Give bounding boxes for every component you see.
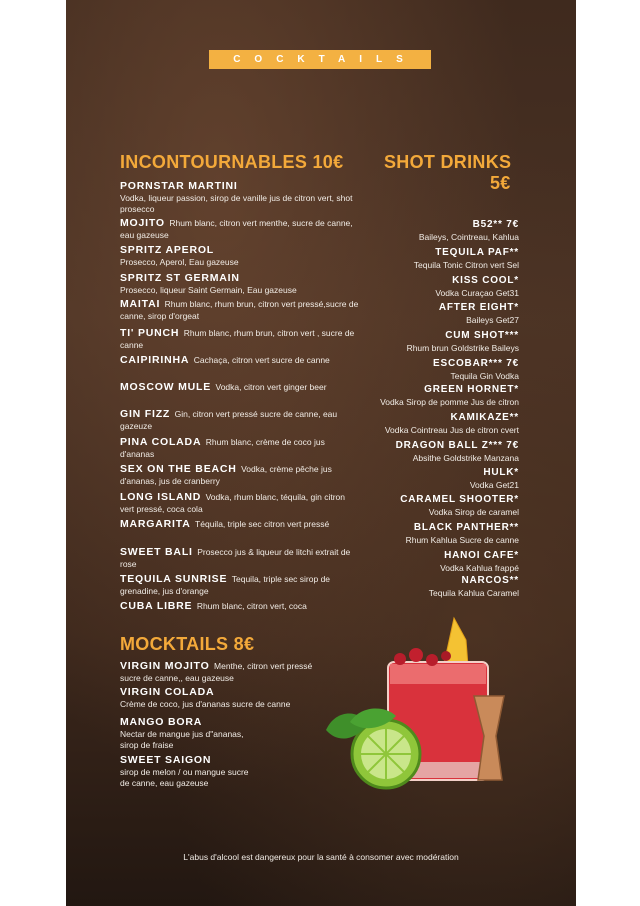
- item-desc: Vodka Sirop de pomme Jus de citron: [380, 397, 519, 407]
- list-item: [120, 272, 297, 295]
- item-desc: Absithe Goldstrike Manzana: [412, 453, 519, 463]
- list-item: [120, 546, 360, 569]
- item-name: SWEET BALI: [120, 546, 193, 558]
- list-item: [470, 467, 519, 491]
- list-item: [120, 463, 360, 486]
- item-desc: Gin, citron vert pressé sucre de canne, eau gazeuze: [120, 409, 338, 431]
- item-desc: Prosecco, liqueur Saint Germain, Eau gazeuse: [120, 284, 297, 295]
- item-name: MOJITO: [120, 217, 165, 229]
- list-item: [439, 302, 519, 326]
- list-item: [406, 522, 519, 546]
- item-desc: Rhum blanc, citron vert menthe, sucre de canne, eau gazeuse: [120, 218, 353, 240]
- item-name: SEX ON THE BEACH: [120, 463, 237, 475]
- list-item: [120, 436, 360, 459]
- item-name: BLACK PANTHER**: [413, 522, 519, 533]
- list-item: [120, 686, 290, 709]
- list-item: [120, 244, 239, 267]
- item-name: DRAGON BALL Z*** 7€: [395, 440, 519, 451]
- item-desc: Téquila, triple sec citron vert pressé: [195, 519, 330, 529]
- list-item: [120, 491, 360, 514]
- item-desc: Vodka, rhum blanc, téquila, gin citron vert pressé, coca cola: [120, 492, 345, 514]
- item-name: MAITAI: [120, 298, 161, 310]
- item-name: CUBA LIBRE: [120, 600, 193, 612]
- list-item: [407, 330, 519, 354]
- incontournables-title: INCONTOURNABLES 10€: [120, 152, 344, 172]
- list-item: [120, 180, 360, 215]
- item-desc: Rhum blanc, citron vert, coca: [196, 601, 307, 611]
- item-desc: Vodka Cointreau Jus de citron cvert: [384, 425, 519, 435]
- item-desc: Cachaça, citron vert sucre de canne: [193, 355, 330, 365]
- item-desc: Vodka Curaçao Get31: [435, 288, 519, 298]
- item-name: SPRITZ ST GERMAIN: [120, 272, 240, 284]
- item-name: MANGO BORA: [120, 716, 203, 728]
- item-name: CAIPIRINHA: [120, 354, 190, 366]
- list-item: [120, 217, 360, 240]
- item-desc: Prosecco jus & liqueur de litchi extrait de rose: [120, 547, 351, 569]
- list-item: [414, 247, 519, 271]
- list-item: [440, 550, 519, 574]
- list-item: [120, 298, 360, 321]
- item-name: TEQUILA SUNRISE: [120, 573, 228, 585]
- item-name: CUM SHOT***: [445, 330, 519, 341]
- item-name: SPRITZ APEROL: [120, 244, 215, 256]
- item-desc: sirop de melon / ou mangue sucre de canne, eau gazeuse: [120, 766, 249, 788]
- list-item: [120, 573, 360, 596]
- item-name: PORNSTAR MARTINI: [120, 180, 238, 192]
- item-desc: Prosecco, Aperol, Eau gazeuse: [120, 256, 239, 267]
- list-item: [433, 358, 519, 382]
- cocktails-banner: COCKTAILS: [209, 50, 431, 69]
- list-item: [380, 384, 519, 408]
- item-name: ESCOBAR*** 7€: [433, 358, 519, 369]
- list-item: [385, 412, 519, 436]
- shot-drinks-title: SHOT DRINKS: [384, 152, 512, 172]
- item-name: B52** 7€: [472, 219, 519, 230]
- item-desc: Rhum blanc, rhum brun, citron vert , sucre de canne: [120, 328, 355, 350]
- item-desc: Vodka, citron vert ginger beer: [215, 382, 327, 392]
- list-item: [120, 660, 335, 683]
- menu-page: [66, 0, 576, 906]
- list-item: [429, 575, 519, 599]
- item-desc: Rhum Kahlua Sucre de canne: [405, 535, 519, 545]
- item-name: HANOI CAFE*: [444, 550, 519, 561]
- list-item: [400, 494, 519, 518]
- list-item: [120, 600, 307, 612]
- list-item: [120, 716, 260, 751]
- list-item: [120, 754, 250, 789]
- list-item: [435, 275, 519, 299]
- item-desc: Vodka Sirop de caramel: [428, 507, 519, 517]
- item-desc: Baileys, Cointreau, Kahlua: [418, 232, 519, 242]
- list-item: [120, 381, 327, 393]
- item-name: GREEN HORNET*: [424, 384, 519, 395]
- shot-drinks-price: 5€: [490, 173, 511, 193]
- item-desc: Vodka, crème pêche jus d'ananas, jus de cranberry: [120, 464, 332, 486]
- item-name: HULK*: [483, 467, 519, 478]
- cocktail-illustration: [316, 612, 526, 802]
- item-name: TI' PUNCH: [120, 327, 180, 339]
- list-item: [120, 518, 329, 530]
- item-desc: Rhum blanc, crème de coco jus d'ananas: [120, 437, 325, 459]
- item-desc: Tequila, triple sec sirop de grenadine, jus d'orange: [120, 574, 331, 596]
- mocktails-title: MOCKTAILS 8€: [120, 634, 255, 654]
- item-desc: Baileys Get27: [466, 315, 519, 325]
- item-name: LONG ISLAND: [120, 491, 202, 503]
- list-item: [120, 327, 360, 350]
- item-desc: Vodka Get21: [469, 480, 519, 490]
- item-desc: Tequila Tonic Citron vert Sel: [413, 260, 519, 270]
- item-desc: Nectar de mangue jus d"ananas, sirop de fraise: [120, 728, 244, 750]
- item-name: KAMIKAZE**: [450, 412, 519, 423]
- item-desc: Rhum brun Goldstrike Baileys: [406, 343, 519, 353]
- item-desc: Rhum blanc, rhum brun, citron vert pressé,sucre de canne, sirop d'orgeat: [120, 299, 359, 321]
- item-desc: Vodka, liqueur passion, sirop de vanille jus de citron vert, shot prosecco: [120, 192, 353, 214]
- footer-disclaimer: L'abus d'alcool est dangereux pour la santé à consomer avec modération: [183, 852, 459, 862]
- item-name: VIRGIN MOJITO: [120, 660, 210, 672]
- item-name: VIRGIN COLADA: [120, 686, 215, 698]
- item-name: TEQUILA PAF**: [435, 247, 519, 258]
- item-name: PINA COLADA: [120, 436, 202, 448]
- item-name: KISS COOL*: [452, 275, 519, 286]
- berry-icon: [394, 653, 406, 665]
- item-name: GIN FIZZ: [120, 408, 171, 420]
- item-name: MOSCOW MULE: [120, 381, 212, 393]
- item-desc: Vodka Kahlua frappé: [440, 563, 519, 573]
- list-item: [396, 440, 519, 464]
- item-name: MARGARITA: [120, 518, 191, 530]
- item-desc: Crème de coco, jus d'ananas sucre de canne: [120, 698, 291, 709]
- item-name: CARAMEL SHOOTER*: [400, 494, 519, 505]
- list-item: [419, 219, 519, 243]
- item-name: AFTER EIGHT*: [438, 302, 519, 313]
- item-name: SWEET SAIGON: [120, 754, 212, 766]
- list-item: [120, 408, 360, 431]
- item-desc: Tequila Gin Vodka: [450, 371, 519, 381]
- item-desc: Tequila Kahlua Caramel: [428, 588, 519, 598]
- item-desc: Menthe, citron vert pressé sucre de canne,, eau gazeuse: [120, 661, 313, 683]
- list-item: [120, 354, 330, 366]
- item-name: NARCOS**: [461, 575, 519, 586]
